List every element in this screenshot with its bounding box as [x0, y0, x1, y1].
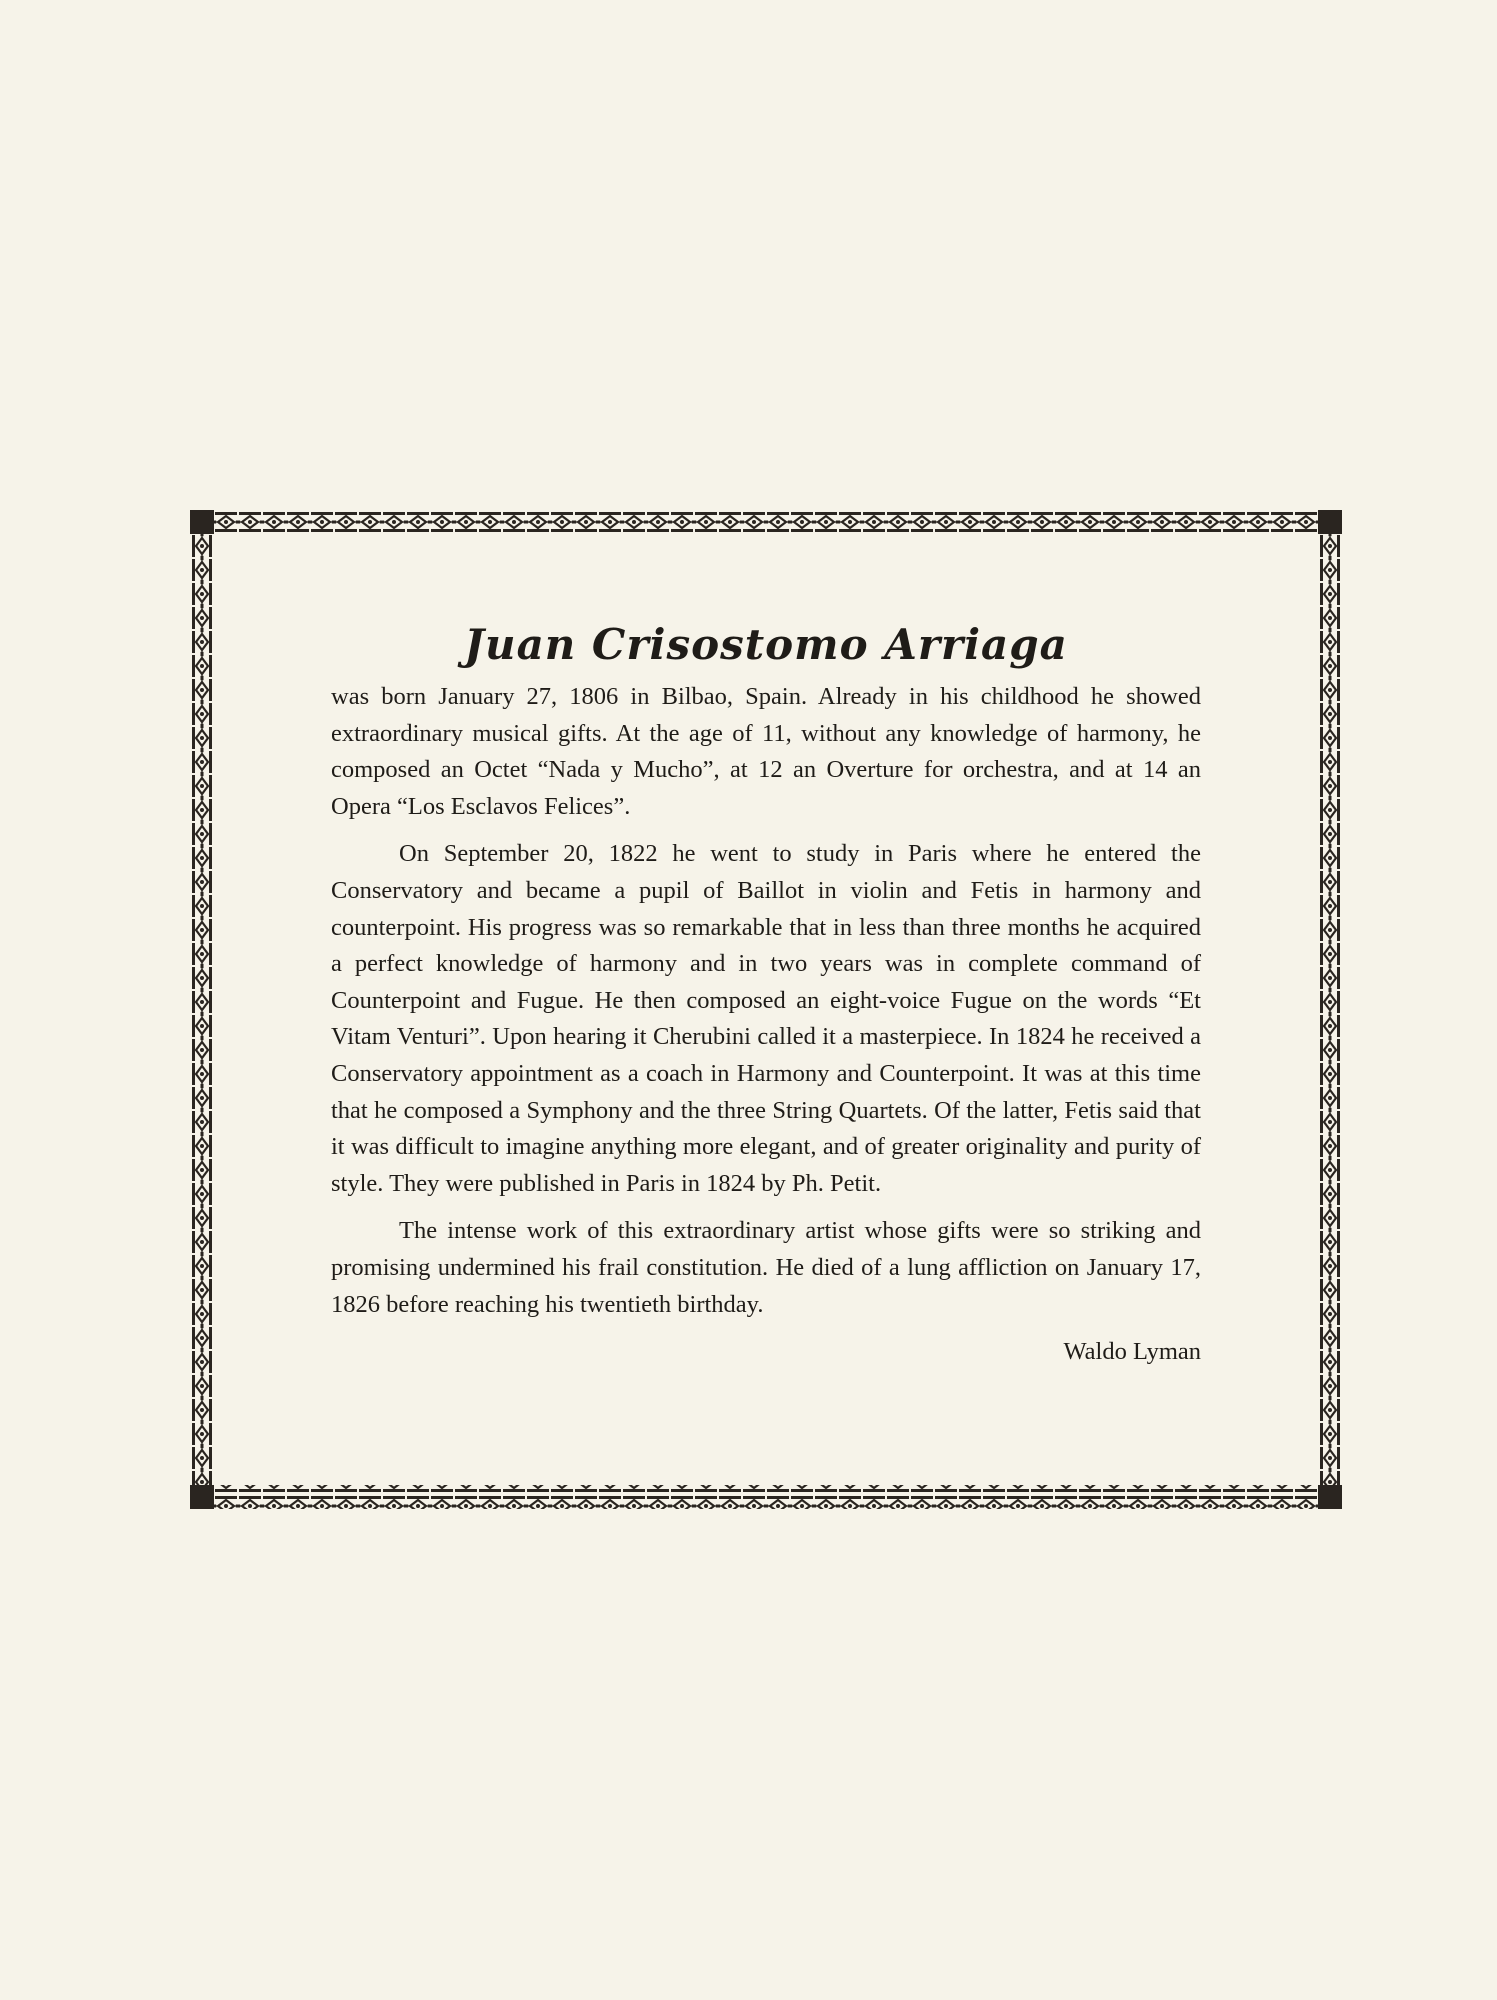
composer-name-title: Juan Crisostomo Arriaga	[464, 620, 1068, 669]
author-signature: Waldo Lyman	[1063, 1338, 1201, 1366]
biography-paragraph-2: On September 20, 1822 he went to study in Paris where he entered the Conservatory and became a pupil of Baillot in violin and Fetis in harmony and counterpoint. His progress was so remarkable that in less than three months he acquired a perfect knowledge of harmony and in two years was in complete command of Counterpoint and Fugue. He then composed an eight-voice Fugue on the words “Et Vitam Venturi”. Upon hearing it Cherubini called it a masterpiece. In 1824 he received a Conservatory appointment as a coach in Harmony and Counterpoint. It was at this time that he composed a Symphony and the three String Quartets. Of the latter, Fetis said that it was difficult to imagine anything more elegant, and of greater originality and purity of style. They were published in Paris in 1824 by Ph. Petit.	[331, 840, 1201, 1197]
biography-content	[331, 617, 1201, 1370]
biography-paragraph-1: was born January 27, 1806 in Bilbao, Spain. Already in his childhood he showed extraordinary musical gifts. At the age of 11, without any knowledge of harmony, he composed an Octet “Nada y Mucho”, at 12 an Overture for orchestra, and at 14 an Opera “Los Esclavos Felices”.	[331, 683, 1201, 820]
biography-paragraph-3: The intense work of this extraordinary artist whose gifts were so striking and promising undermined his frail constitution. He died of a lung affliction on January 17, 1826 before reaching his twentieth birthday.	[331, 1217, 1201, 1318]
ornamental-frame	[190, 510, 1342, 1509]
